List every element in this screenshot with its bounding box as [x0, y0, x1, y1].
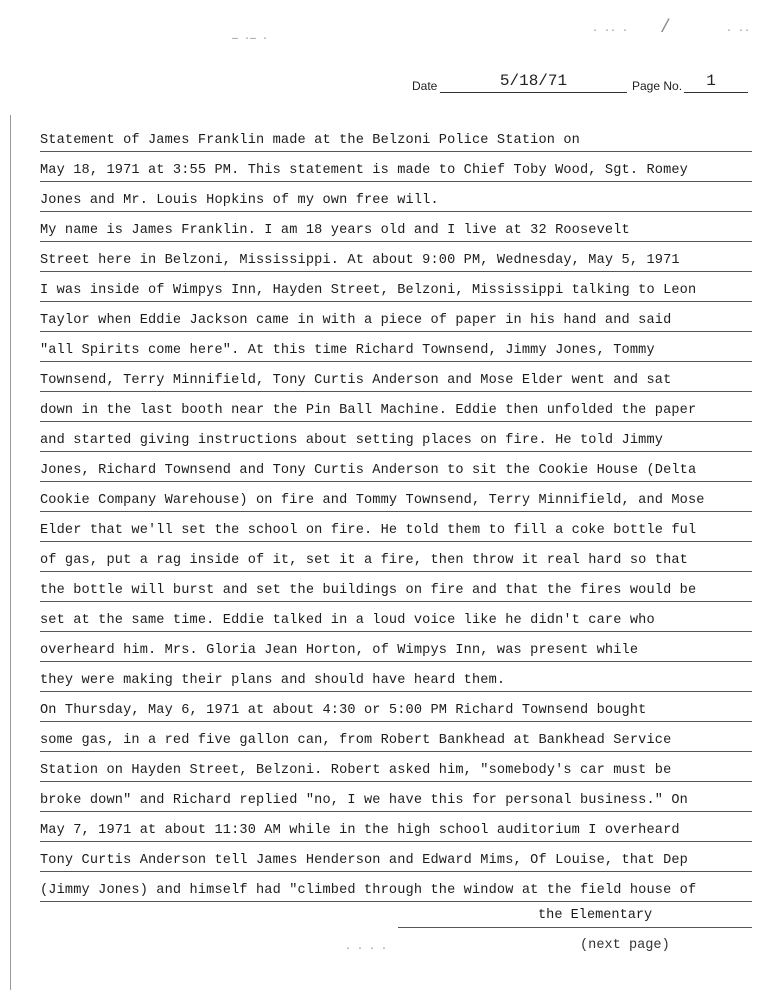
statement-line: down in the last booth near the Pin Ball Machine. Eddie then unfolded the paper — [40, 401, 752, 422]
statement-line: May 7, 1971 at about 11:30 AM while in the high school auditorium I overheard — [40, 821, 752, 842]
statement-line: Jones and Mr. Louis Hopkins of my own free will. — [40, 191, 752, 212]
scan-smudge: / — [660, 18, 671, 38]
page-number-label: Page No. — [632, 79, 683, 93]
statement-line: My name is James Franklin. I am 18 years old and I live at 32 Roosevelt — [40, 221, 752, 242]
statement-line: On Thursday, May 6, 1971 at about 4:30 or 5:00 PM Richard Townsend bought — [40, 701, 752, 722]
statement-line: overheard him. Mrs. Gloria Jean Horton, of Wimpys Inn, was present while — [40, 641, 752, 662]
statement-line: broke down" and Richard replied "no, I we have this for personal business." On — [40, 791, 752, 812]
tail-text: the Elementary — [538, 908, 653, 923]
next-page-note: (next page) — [580, 938, 670, 953]
statement-line: Statement of James Franklin made at the Belzoni Police Station on — [40, 131, 752, 152]
statement-line: "all Spirits come here". At this time Richard Townsend, Jimmy Jones, Tommy — [40, 341, 752, 362]
statement-line: Elder that we'll set the school on fire. He told them to fill a coke bottle ful — [40, 521, 752, 542]
statement-line: they were making their plans and should have heard them. — [40, 671, 752, 692]
statement-line: Station on Hayden Street, Belzoni. Robert asked him, "somebody's car must be — [40, 761, 752, 782]
statement-line: Cookie Company Warehouse) on fire and Tommy Townsend, Terry Minnifield, and Mose — [40, 491, 752, 512]
statement-line: May 18, 1971 at 3:55 PM. This statement is made to Chief Toby Wood, Sgt. Romey — [40, 161, 752, 182]
statement-line: the bottle will burst and set the buildings on fire and that the fires would be — [40, 581, 752, 602]
statement-line: Tony Curtis Anderson tell James Henderson and Edward Mims, Of Louise, that Dep — [40, 851, 752, 872]
scan-smudge: · ·· — [726, 26, 751, 37]
statement-line: set at the same time. Eddie talked in a loud voice like he didn't care who — [40, 611, 752, 632]
statement-line: Street here in Belzoni, Mississippi. At about 9:00 PM, Wednesday, May 5, 1971 — [40, 251, 752, 272]
date-value: 5/18/71 — [499, 72, 568, 90]
page-number-value: 1 — [706, 72, 716, 90]
left-margin-rule — [10, 115, 11, 990]
date-underline — [440, 92, 627, 93]
statement-line: I was inside of Wimpys Inn, Hayden Street, Belzoni, Mississippi talking to Leon — [40, 281, 752, 302]
scan-smudge: · · · · — [345, 944, 388, 955]
statement-line: some gas, in a red five gallon can, from Robert Bankhead at Bankhead Service — [40, 731, 752, 752]
date-label: Date — [412, 79, 438, 93]
scan-smudge: · ·· · — [592, 26, 629, 37]
statement-line: Townsend, Terry Minnifield, Tony Curtis Anderson and Mose Elder went and sat — [40, 371, 752, 392]
statement-line: (Jimmy Jones) and himself had "climbed through the window at the field house of — [40, 881, 752, 902]
statement-line: of gas, put a rag inside of it, set it a fire, then throw it real hard so that — [40, 551, 752, 572]
scan-smudge: — ·— · — [232, 34, 269, 45]
statement-line: Taylor when Eddie Jackson came in with a piece of paper in his hand and said — [40, 311, 752, 332]
page-number-underline — [684, 92, 748, 93]
statement-line: Jones, Richard Townsend and Tony Curtis Anderson to sit the Cookie House (Delta — [40, 461, 752, 482]
statement-line: and started giving instructions about setting places on fire. He told Jimmy — [40, 431, 752, 452]
